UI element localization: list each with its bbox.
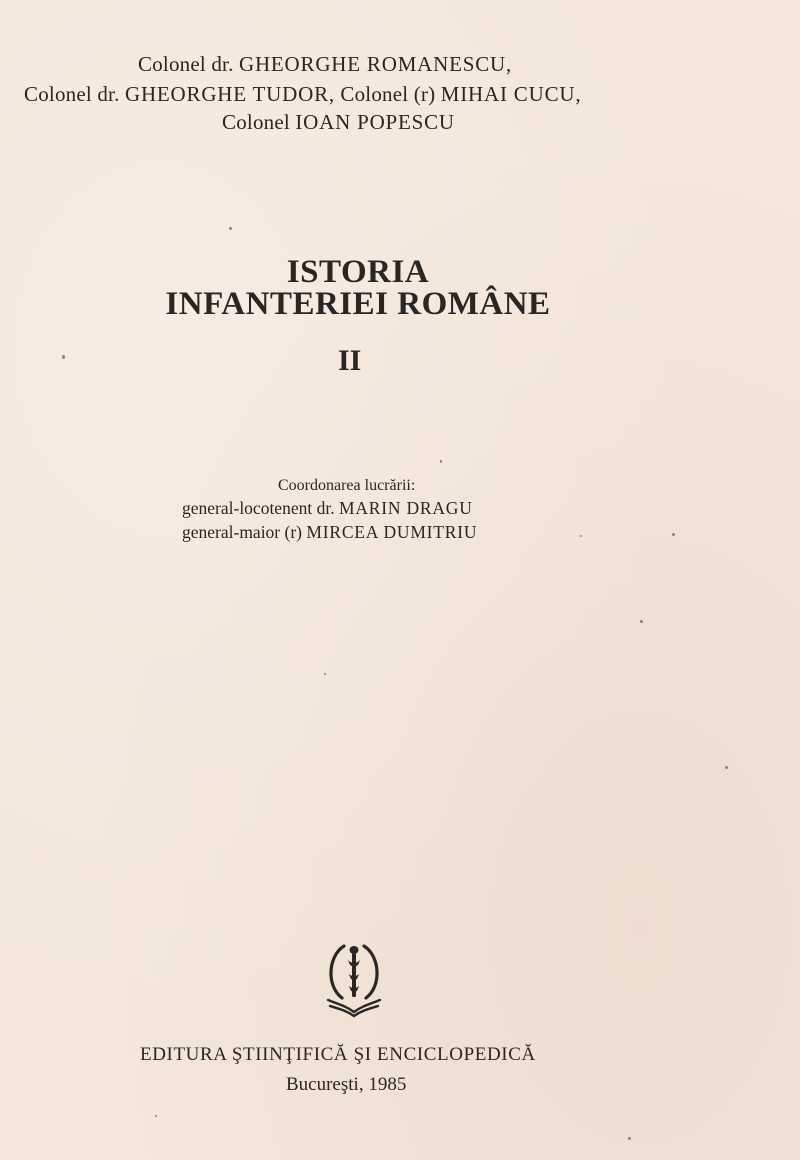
coordinator-2-name: MIRCEA DUMITRIU — [306, 522, 478, 542]
author-2-prefix: Colonel dr. — [24, 82, 125, 106]
author-2-name: GHEORGHE TUDOR, — [124, 82, 335, 106]
book-title-line-2: INFANTERIEI ROMÂNE — [165, 286, 551, 322]
paper-speck — [62, 355, 65, 359]
publisher-emblem-icon — [322, 938, 386, 1020]
author-1-prefix: Colonel dr. — [138, 52, 239, 76]
paper-speck — [440, 460, 442, 463]
author-4-prefix: Colonel — [222, 110, 296, 134]
coordination-label: Coordonarea lucrării: — [278, 477, 416, 494]
coordinator-2 — [182, 524, 477, 542]
author-3-name: MIHAI CUCU, — [440, 82, 582, 106]
publication-place-year: Bucureşti, 1985 — [286, 1074, 407, 1095]
coordinator-1-rank: general-locotenent dr. — [182, 498, 339, 518]
author-1-name: GHEORGHE ROMANESCU, — [238, 52, 513, 76]
author-line-3 — [222, 112, 455, 133]
publisher-name: EDITURA ŞTIINŢIFICĂ ŞI ENCICLOPEDICĂ — [140, 1044, 536, 1065]
book-title-line-1: ISTORIA — [286, 254, 430, 290]
coordinator-1 — [182, 500, 473, 518]
paper-speck — [155, 1115, 157, 1117]
author-line-1 — [138, 54, 512, 75]
paper-speck — [580, 535, 582, 537]
author-4-name: IOAN POPESCU — [295, 110, 455, 134]
coordinator-1-name: MARIN DRAGU — [338, 498, 473, 518]
volume-number: II — [338, 344, 362, 377]
paper-speck — [672, 533, 675, 536]
author-3-prefix: Colonel (r) — [334, 82, 441, 106]
coordinator-2-rank: general-maior (r) — [182, 522, 307, 542]
paper-speck — [725, 766, 728, 769]
reverse-page-bleed-through — [300, 142, 700, 166]
paper-speck — [640, 620, 643, 623]
paper-speck — [229, 227, 232, 230]
paper-speck — [324, 673, 326, 675]
paper-speck — [628, 1137, 631, 1140]
author-line-2 — [24, 84, 581, 105]
